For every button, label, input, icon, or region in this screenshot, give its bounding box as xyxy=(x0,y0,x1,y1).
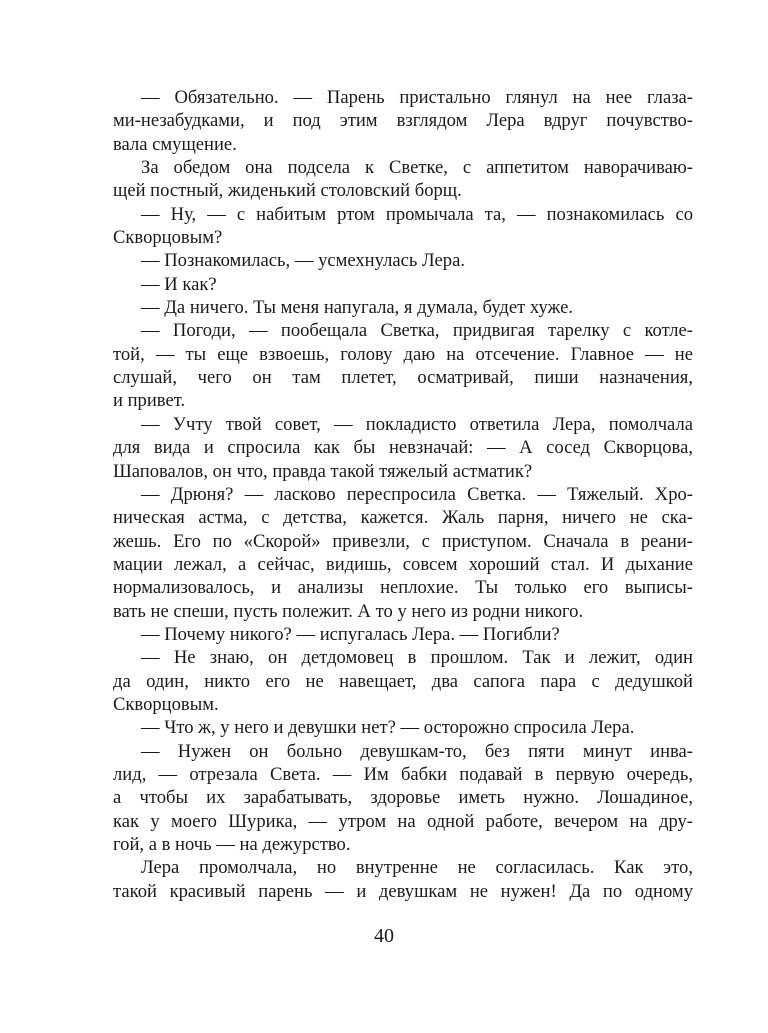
text-line: а чтобы их зарабатывать, здоровье иметь нужно. Лошадиное, xyxy=(113,787,693,809)
text-line: — Познакомилась, — усмехнулась Лера. xyxy=(141,250,465,272)
paragraph xyxy=(113,156,693,203)
text-line: как у моего Шурика, — утром на одной работе, вечером на дру- xyxy=(113,810,693,832)
paragraph xyxy=(113,319,693,412)
text-line: лид, — отрезала Света. — Им бабки подавай в первую очередь, xyxy=(113,763,693,785)
text-line: для вида и спросила как бы невзначай: — А сосед Скворцова, xyxy=(113,437,693,459)
text-line: щей постный, жиденький столовский борщ. xyxy=(113,180,462,202)
text-line: — Да ничего. Ты меня напугала, я думала, будет хуже. xyxy=(141,297,574,319)
text-line: — И как? xyxy=(141,273,217,295)
text-line: той, — ты еще взвоешь, голову даю на отсечение. Главное — не xyxy=(113,343,693,365)
paragraph xyxy=(113,716,693,739)
paragraph xyxy=(113,86,693,156)
text-line: — Дрюня? — ласково переспросила Светка. — Тяжелый. Хро- xyxy=(141,483,693,505)
text-line: — Не знаю, он детдомовец в прошлом. Так и лежит, один xyxy=(141,647,693,669)
paragraph xyxy=(113,249,693,272)
text-line: жешь. Его по «Скорой» привезли, с приступом. Сначала в реани- xyxy=(113,530,693,552)
paragraph xyxy=(113,646,693,716)
text-line: Шаповалов, он что, правда такой тяжелый астматик? xyxy=(113,460,533,482)
paragraph xyxy=(113,413,693,483)
text-line: нормализовалось, и анализы неплохие. Ты только его выписы- xyxy=(113,577,693,599)
text-line: мации лежал, а сейчас, видишь, совсем хороший стал. И дыхание xyxy=(113,553,693,575)
paragraph xyxy=(113,740,693,857)
text-line: ми-незабудками, и под этим взглядом Лера вдруг почувство- xyxy=(113,110,693,132)
text-line: такой красивый парень — и девушкам не нужен! Да по одному xyxy=(113,880,693,902)
text-line: Лера промолчала, но внутренне не согласилась. Как это, xyxy=(141,857,693,879)
text-line: вать не спеши, пусть полежит. А то у него из родни никого. xyxy=(113,600,584,622)
text-line: вала смущение. xyxy=(113,133,237,155)
text-line: Скворцовым? xyxy=(113,227,223,249)
body-text xyxy=(113,86,693,903)
text-line: — Почему никого? — испугалась Лера. — Погибли? xyxy=(141,623,560,645)
text-line: За обедом она подсела к Светке, с аппетитом наворачиваю- xyxy=(141,157,693,179)
paragraph xyxy=(113,623,693,646)
text-line: ническая астма, с детства, кажется. Жаль парня, ничего не ска- xyxy=(113,507,693,529)
text-line: — Нужен он больно девушкам-то, без пяти минут инва- xyxy=(141,740,693,762)
text-line: — Ну, — с набитым ртом промычала та, — познакомилась со xyxy=(141,203,693,225)
paragraph xyxy=(113,273,693,296)
text-line: — Обязательно. — Парень пристально глянул на нее глаза- xyxy=(141,87,693,108)
paragraph xyxy=(113,296,693,319)
paragraph xyxy=(113,856,693,903)
text-line: — Погоди, — пообещала Светка, придвигая тарелку с котле- xyxy=(141,320,693,342)
text-line: — Что ж, у него и девушки нет? — осторожно спросила Лера. xyxy=(141,717,635,739)
text-line: да один, никто его не навещает, два сапога пара с дедушкой xyxy=(113,670,693,692)
text-line: слушай, чего он там плетет, осматривай, пиши назначения, xyxy=(113,367,693,389)
paragraph xyxy=(113,483,693,623)
text-line: Скворцовым. xyxy=(113,693,219,715)
page-number: 40 xyxy=(374,925,394,947)
text-line: — Учту твой совет, — покладисто ответила Лера, помолчала xyxy=(141,413,693,435)
text-line: гой, а в ночь — на дежурство. xyxy=(113,834,351,855)
paragraph xyxy=(113,203,693,250)
text-line: и привет. xyxy=(113,390,186,412)
